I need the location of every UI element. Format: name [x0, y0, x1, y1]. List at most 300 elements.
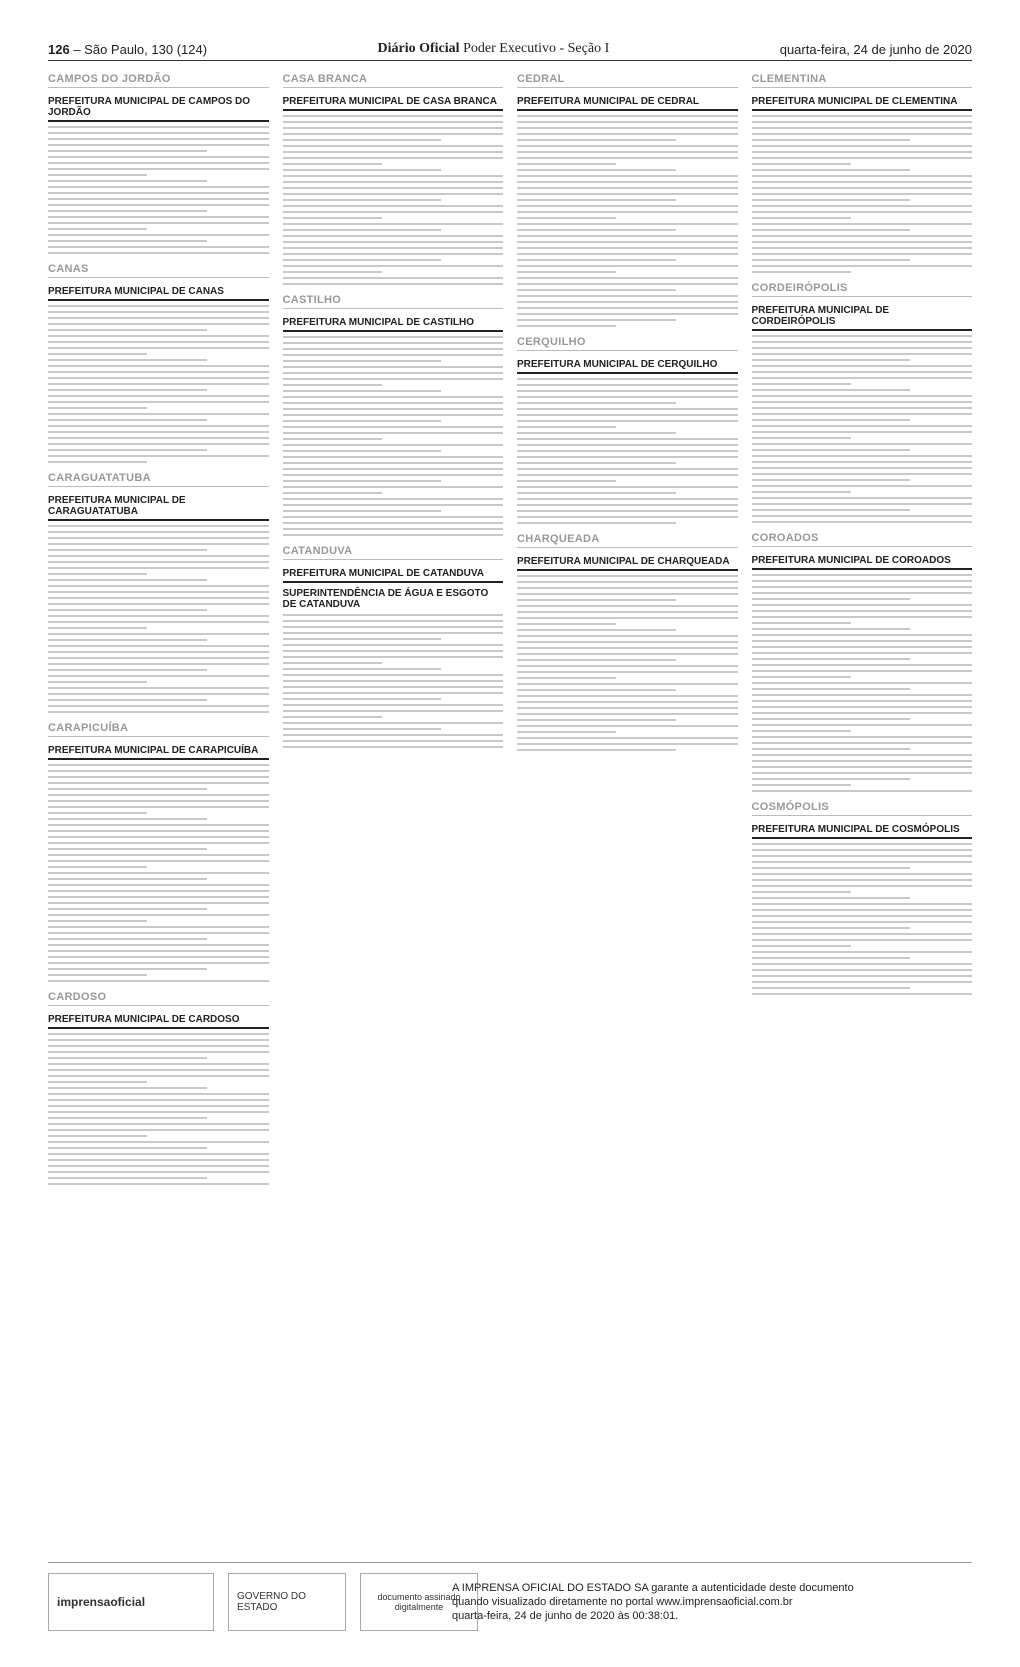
prefecture-title: PREFEITURA MUNICIPAL DE CEDRAL	[517, 88, 738, 111]
section-heading: CEDRAL	[517, 70, 738, 88]
text-line-placeholder	[752, 676, 851, 678]
text-line-placeholder	[283, 668, 442, 670]
text-line-placeholder	[752, 175, 973, 177]
text-line-placeholder	[517, 175, 738, 177]
text-line-placeholder	[517, 635, 738, 637]
text-line-placeholder	[752, 933, 973, 935]
text-line-placeholder	[752, 700, 973, 702]
text-line-placeholder	[517, 121, 738, 123]
text-line-placeholder	[517, 426, 616, 428]
text-line-placeholder	[48, 525, 269, 527]
text-line-placeholder	[48, 317, 269, 319]
text-line-placeholder	[752, 419, 911, 421]
text-line-placeholder	[752, 724, 973, 726]
text-line-placeholder	[517, 689, 676, 691]
section-heading: CAMPOS DO JORDÃO	[48, 70, 269, 88]
text-line-placeholder	[48, 848, 207, 850]
text-line-placeholder	[517, 241, 738, 243]
text-line-placeholder	[283, 486, 504, 488]
text-line-placeholder	[752, 574, 973, 576]
text-line-placeholder	[283, 710, 504, 712]
text-line-placeholder	[48, 824, 269, 826]
text-line-placeholder	[283, 139, 442, 141]
text-line-placeholder	[48, 437, 269, 439]
text-line-placeholder	[283, 229, 442, 231]
text-line-placeholder	[283, 516, 504, 518]
text-line-placeholder	[48, 693, 269, 695]
text-line-placeholder	[48, 920, 147, 922]
text-line-placeholder	[752, 927, 911, 929]
text-line-placeholder	[48, 980, 269, 982]
text-line-placeholder	[752, 247, 973, 249]
text-line-placeholder	[517, 265, 738, 267]
text-line-placeholder	[48, 204, 269, 206]
text-line-placeholder	[752, 867, 911, 869]
text-line-placeholder	[48, 150, 207, 152]
text-line-placeholder	[48, 663, 269, 665]
text-line-placeholder	[517, 659, 676, 661]
text-line-placeholder	[48, 627, 147, 629]
text-line-placeholder	[517, 450, 738, 452]
text-line-placeholder	[517, 115, 738, 117]
text-line-placeholder	[283, 366, 504, 368]
text-line-placeholder	[752, 503, 973, 505]
text-line-placeholder	[752, 455, 973, 457]
prefecture-title: PREFEITURA MUNICIPAL DE CLEMENTINA	[752, 88, 973, 111]
text-line-placeholder	[48, 335, 269, 337]
text-line-placeholder	[48, 938, 207, 940]
text-line-placeholder	[48, 812, 147, 814]
text-line-placeholder	[752, 449, 911, 451]
section-heading: CARDOSO	[48, 988, 269, 1006]
text-line-placeholder	[752, 241, 973, 243]
text-line-placeholder	[517, 462, 676, 464]
text-line-placeholder	[48, 878, 207, 880]
text-line-placeholder	[752, 652, 973, 654]
text-line-placeholder	[517, 516, 738, 518]
text-line-placeholder	[752, 784, 851, 786]
text-line-placeholder	[283, 534, 504, 536]
text-line-placeholder	[283, 414, 504, 416]
text-line-placeholder	[48, 651, 269, 653]
text-line-placeholder	[48, 657, 269, 659]
text-line-placeholder	[517, 707, 738, 709]
text-line-placeholder	[283, 253, 504, 255]
text-line-placeholder	[517, 199, 676, 201]
text-line-placeholder	[48, 705, 269, 707]
text-line-placeholder	[752, 891, 851, 893]
text-line-placeholder	[752, 425, 973, 427]
text-line-placeholder	[48, 383, 269, 385]
text-line-placeholder	[283, 181, 504, 183]
text-line-placeholder	[48, 234, 269, 236]
text-line-placeholder	[752, 253, 973, 255]
text-line-placeholder	[283, 480, 442, 482]
text-line-placeholder	[752, 981, 973, 983]
text-line-placeholder	[752, 634, 973, 636]
text-line-placeholder	[752, 903, 973, 905]
text-line-placeholder	[283, 656, 504, 658]
column-2	[283, 64, 504, 1552]
text-line-placeholder	[48, 401, 269, 403]
text-line-placeholder	[752, 664, 973, 666]
column-4	[752, 64, 973, 1552]
text-line-placeholder	[283, 157, 504, 159]
text-line-placeholder	[752, 760, 973, 762]
text-line-placeholder	[48, 567, 269, 569]
text-line-placeholder	[517, 319, 676, 321]
text-line-placeholder	[517, 731, 616, 733]
text-line-placeholder	[517, 444, 738, 446]
text-line-placeholder	[283, 462, 504, 464]
text-line-placeholder	[48, 180, 207, 182]
text-line-placeholder	[48, 788, 207, 790]
text-line-placeholder	[48, 956, 269, 958]
text-line-placeholder	[48, 419, 207, 421]
text-line-placeholder	[517, 474, 738, 476]
prefecture-title: PREFEITURA MUNICIPAL DE CANAS	[48, 278, 269, 301]
text-line-placeholder	[48, 371, 269, 373]
text-line-placeholder	[517, 217, 616, 219]
text-line-placeholder	[517, 211, 738, 213]
text-line-placeholder	[283, 378, 504, 380]
text-line-placeholder	[752, 383, 851, 385]
text-line-placeholder	[283, 205, 504, 207]
text-line-placeholder	[517, 420, 738, 422]
text-line-placeholder	[752, 730, 851, 732]
text-line-placeholder	[517, 325, 616, 327]
column-1	[48, 64, 269, 1552]
text-line-placeholder	[48, 1069, 269, 1071]
text-line-placeholder	[752, 772, 973, 774]
text-line-placeholder	[517, 629, 676, 631]
text-line-placeholder	[48, 162, 269, 164]
text-line-placeholder	[48, 579, 207, 581]
text-line-placeholder	[283, 199, 442, 201]
text-line-placeholder	[752, 437, 851, 439]
text-line-placeholder	[283, 169, 442, 171]
text-line-placeholder	[752, 407, 973, 409]
text-line-placeholder	[48, 1183, 269, 1185]
text-line-placeholder	[517, 247, 738, 249]
header-center	[378, 41, 610, 57]
text-line-placeholder	[48, 687, 269, 689]
text-line-placeholder	[48, 770, 269, 772]
text-line-placeholder	[48, 675, 269, 677]
text-line-placeholder	[752, 897, 911, 899]
text-line-placeholder	[48, 329, 207, 331]
prefecture-title: PREFEITURA MUNICIPAL DE CORDEIRÓPOLIS	[752, 297, 973, 331]
text-line-placeholder	[48, 389, 207, 391]
text-line-placeholder	[752, 646, 973, 648]
text-line-placeholder	[517, 390, 738, 392]
prefecture-title: PREFEITURA MUNICIPAL DE CARAGUATATUBA	[48, 487, 269, 521]
text-line-placeholder	[517, 253, 738, 255]
text-line-placeholder	[48, 603, 269, 605]
text-line-placeholder	[48, 198, 269, 200]
text-line-placeholder	[283, 510, 442, 512]
text-line-placeholder	[517, 492, 676, 494]
text-line-placeholder	[752, 963, 973, 965]
text-line-placeholder	[752, 712, 973, 714]
text-line-placeholder	[752, 736, 973, 738]
text-line-placeholder	[48, 1039, 269, 1041]
footer-badges	[48, 1573, 478, 1631]
text-line-placeholder	[517, 617, 738, 619]
text-line-placeholder	[517, 151, 738, 153]
prefecture-title: PREFEITURA MUNICIPAL DE CERQUILHO	[517, 351, 738, 374]
text-line-placeholder	[48, 365, 269, 367]
text-line-placeholder	[48, 323, 269, 325]
text-line-placeholder	[517, 157, 738, 159]
text-line-placeholder	[752, 235, 973, 237]
text-line-placeholder	[283, 396, 504, 398]
text-line-placeholder	[283, 127, 504, 129]
text-line-placeholder	[752, 694, 973, 696]
text-line-placeholder	[283, 163, 382, 165]
text-line-placeholder	[517, 641, 738, 643]
text-line-placeholder	[48, 1093, 269, 1095]
text-line-placeholder	[752, 347, 973, 349]
text-line-placeholder	[283, 372, 504, 374]
text-line-placeholder	[517, 623, 616, 625]
prefecture-title: PREFEITURA MUNICIPAL DE CHARQUEADA	[517, 548, 738, 571]
text-line-placeholder	[283, 522, 504, 524]
text-line-placeholder	[48, 431, 269, 433]
text-line-placeholder	[752, 951, 973, 953]
text-line-placeholder	[517, 510, 738, 512]
prefecture-title: PREFEITURA MUNICIPAL DE CASA BRANCA	[283, 88, 504, 111]
text-line-placeholder	[283, 336, 504, 338]
text-line-placeholder	[752, 205, 973, 207]
text-line-placeholder	[517, 378, 738, 380]
text-line-placeholder	[517, 289, 676, 291]
text-line-placeholder	[48, 974, 147, 976]
text-line-placeholder	[752, 718, 911, 720]
text-line-placeholder	[752, 843, 973, 845]
text-line-placeholder	[48, 902, 269, 904]
text-line-placeholder	[48, 1165, 269, 1167]
text-line-placeholder	[517, 587, 738, 589]
text-line-placeholder	[283, 115, 504, 117]
text-line-placeholder	[517, 384, 738, 386]
journal-title: Diário Oficial	[377, 41, 460, 56]
text-line-placeholder	[752, 915, 973, 917]
text-line-placeholder	[48, 531, 269, 533]
imprensa-oficial-logo: imprensaoficial	[48, 1573, 214, 1631]
text-line-placeholder	[48, 944, 269, 946]
text-line-placeholder	[752, 271, 851, 273]
text-line-placeholder	[752, 259, 911, 261]
text-line-placeholder	[48, 681, 147, 683]
text-line-placeholder	[283, 632, 504, 634]
text-line-placeholder	[283, 650, 504, 652]
text-line-placeholder	[48, 138, 269, 140]
text-line-placeholder	[752, 193, 973, 195]
text-line-placeholder	[283, 121, 504, 123]
text-line-placeholder	[48, 1081, 147, 1083]
text-line-placeholder	[283, 716, 382, 718]
text-line-placeholder	[48, 305, 269, 307]
text-line-placeholder	[752, 223, 973, 225]
text-line-placeholder	[752, 921, 973, 923]
text-line-placeholder	[48, 156, 269, 158]
text-line-placeholder	[283, 271, 382, 273]
text-line-placeholder	[752, 515, 973, 517]
text-line-placeholder	[48, 609, 207, 611]
text-line-placeholder	[48, 407, 147, 409]
text-line-placeholder	[517, 498, 738, 500]
text-line-placeholder	[48, 914, 269, 916]
text-line-placeholder	[752, 670, 973, 672]
text-line-placeholder	[752, 855, 973, 857]
text-line-placeholder	[283, 492, 382, 494]
text-line-placeholder	[752, 658, 911, 660]
text-line-placeholder	[517, 701, 738, 703]
text-line-placeholder	[517, 725, 738, 727]
text-line-placeholder	[283, 626, 504, 628]
city-info: São Paulo, 130 (124)	[84, 41, 208, 57]
text-line-placeholder	[283, 734, 504, 736]
text-line-placeholder	[48, 585, 269, 587]
prefecture-title: PREFEITURA MUNICIPAL DE CARAPICUÍBA	[48, 737, 269, 760]
text-line-placeholder	[283, 426, 504, 428]
text-line-placeholder	[752, 610, 973, 612]
page-number: 126	[48, 41, 70, 57]
text-line-placeholder	[283, 402, 504, 404]
text-line-placeholder	[752, 199, 911, 201]
text-line-placeholder	[283, 468, 504, 470]
text-line-placeholder	[283, 390, 442, 392]
text-line-placeholder	[752, 748, 911, 750]
text-line-placeholder	[752, 592, 973, 594]
text-line-placeholder	[48, 968, 207, 970]
text-line-placeholder	[283, 438, 382, 440]
text-line-placeholder	[48, 842, 269, 844]
text-line-placeholder	[517, 749, 676, 751]
cert-line-1: A IMPRENSA OFICIAL DO ESTADO SA garante a autenticidade deste documento	[452, 1582, 854, 1594]
text-line-placeholder	[752, 640, 973, 642]
text-line-placeholder	[517, 139, 676, 141]
page-header	[48, 38, 972, 61]
text-line-placeholder	[517, 611, 738, 613]
text-line-placeholder	[48, 359, 207, 361]
text-line-placeholder	[517, 133, 738, 135]
text-line-placeholder	[283, 342, 504, 344]
text-line-placeholder	[48, 126, 269, 128]
text-line-placeholder	[752, 211, 973, 213]
text-line-placeholder	[752, 371, 973, 373]
text-line-placeholder	[283, 674, 504, 676]
text-line-placeholder	[283, 528, 504, 530]
text-line-placeholder	[283, 498, 504, 500]
text-line-placeholder	[517, 235, 738, 237]
text-line-placeholder	[283, 450, 442, 452]
text-line-placeholder	[752, 163, 851, 165]
text-line-placeholder	[48, 818, 207, 820]
text-line-placeholder	[517, 438, 738, 440]
text-line-placeholder	[752, 395, 973, 397]
header-date: quarta-feira, 24 de junho de 2020	[779, 41, 972, 57]
text-line-placeholder	[283, 644, 504, 646]
text-line-placeholder	[48, 1117, 207, 1119]
text-line-placeholder	[48, 806, 269, 808]
text-line-placeholder	[283, 662, 382, 664]
text-line-placeholder	[48, 461, 147, 463]
text-line-placeholder	[48, 776, 269, 778]
prefecture-title: PREFEITURA MUNICIPAL DE CASTILHO	[283, 309, 504, 332]
text-line-placeholder	[752, 377, 973, 379]
text-line-placeholder	[752, 766, 973, 768]
text-line-placeholder	[752, 909, 973, 911]
text-line-placeholder	[283, 151, 504, 153]
text-line-placeholder	[752, 975, 973, 977]
text-line-placeholder	[283, 193, 504, 195]
text-line-placeholder	[517, 414, 738, 416]
text-line-placeholder	[283, 728, 442, 730]
section-heading: COSMÓPOLIS	[752, 798, 973, 816]
prefecture-title: PREFEITURA MUNICIPAL DE CAMPOS DO JORDÃO	[48, 88, 269, 122]
text-line-placeholder	[48, 449, 207, 451]
text-line-placeholder	[283, 247, 504, 249]
text-line-placeholder	[517, 271, 616, 273]
text-line-placeholder	[517, 605, 738, 607]
text-line-placeholder	[752, 879, 973, 881]
text-line-placeholder	[48, 311, 269, 313]
text-line-placeholder	[517, 480, 616, 482]
section-heading: CANAS	[48, 260, 269, 278]
text-line-placeholder	[48, 669, 207, 671]
text-line-placeholder	[517, 432, 676, 434]
text-line-placeholder	[517, 408, 738, 410]
text-line-placeholder	[517, 581, 738, 583]
text-line-placeholder	[752, 742, 973, 744]
text-line-placeholder	[48, 353, 147, 355]
text-line-placeholder	[752, 139, 911, 141]
text-line-placeholder	[283, 223, 504, 225]
text-line-placeholder	[48, 866, 147, 868]
text-line-placeholder	[517, 665, 738, 667]
text-line-placeholder	[48, 1105, 269, 1107]
text-line-placeholder	[752, 509, 911, 511]
text-line-placeholder	[752, 939, 973, 941]
digital-signature-badge: documento assinado digitalmente	[360, 1573, 478, 1631]
text-line-placeholder	[752, 688, 911, 690]
text-line-placeholder	[517, 486, 738, 488]
text-line-placeholder	[48, 1153, 269, 1155]
text-line-placeholder	[752, 521, 973, 523]
text-line-placeholder	[752, 479, 911, 481]
text-line-placeholder	[752, 987, 911, 989]
text-line-placeholder	[517, 647, 738, 649]
text-line-placeholder	[48, 884, 269, 886]
text-line-placeholder	[48, 1033, 269, 1035]
text-line-placeholder	[517, 313, 738, 315]
text-line-placeholder	[283, 259, 442, 261]
text-line-placeholder	[752, 127, 973, 129]
text-line-placeholder	[517, 223, 738, 225]
text-line-placeholder	[283, 175, 504, 177]
text-line-placeholder	[752, 598, 911, 600]
governo-logo: GOVERNO DO ESTADO	[228, 1573, 346, 1631]
text-line-placeholder	[283, 746, 504, 748]
text-line-placeholder	[48, 764, 269, 766]
text-line-placeholder	[517, 187, 738, 189]
text-line-placeholder	[48, 174, 147, 176]
text-line-placeholder	[752, 682, 973, 684]
text-line-placeholder	[48, 395, 269, 397]
text-line-placeholder	[752, 604, 973, 606]
